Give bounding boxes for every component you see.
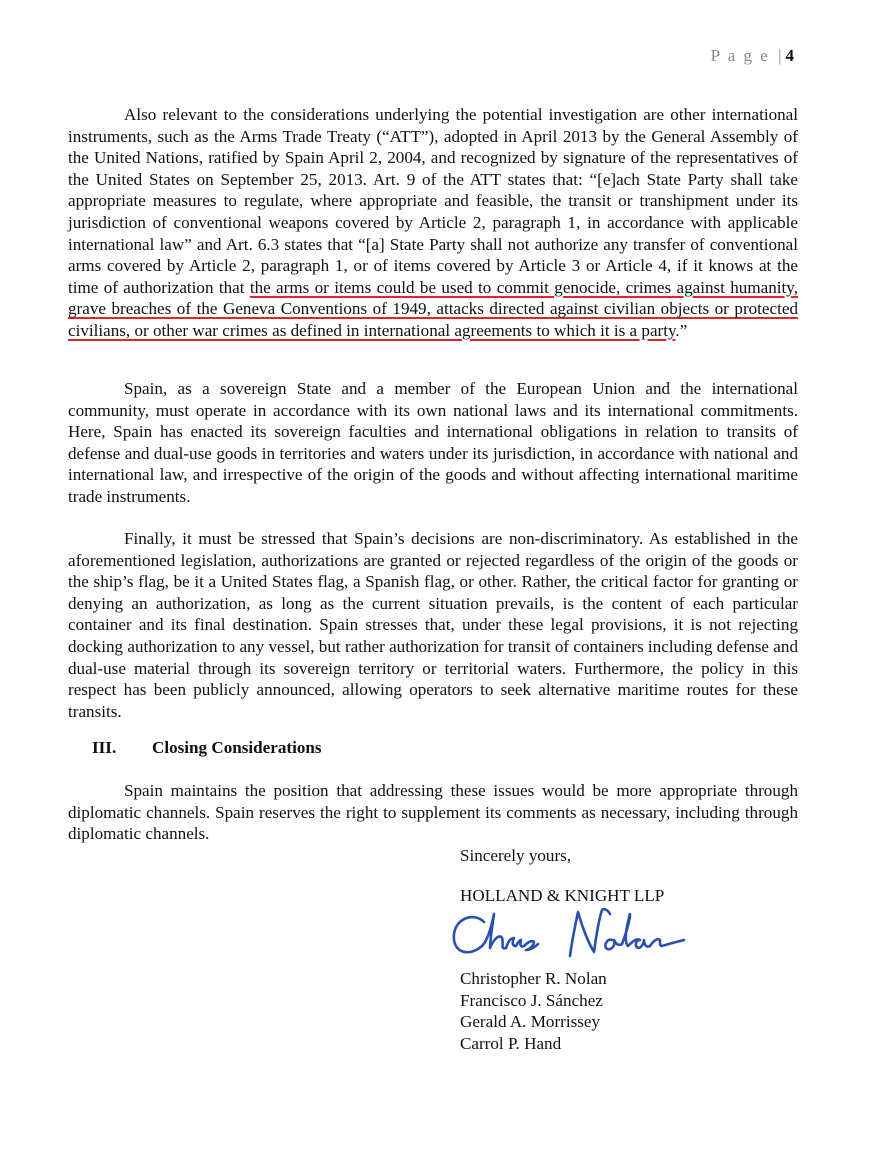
underlined-quote: the arms or items could be used to commit genocide, crimes against humanity, grave breaches of the Geneva Conventions of 1949, attacks directed against civilian objects or protected civilians, or other war crimes as defined in international agreements to which it is a party [68,277,798,340]
paragraph-non-discriminatory: Finally, it must be stressed that Spain’s decisions are non-discriminatory. As established in the aforementioned legislation, authorizations are granted or rejected regardless of the origin of the goods or the ship’s flag, be it a United States flag, a Spanish flag, or other. Rather, the critical factor for granting or denying an authorization, as long as the current situation prevails, is the content of each particular container and its final destination. Spain stresses that, under these legal provisions, it is not rejecting docking authorization to any vessel, but rather authorization for transit of containers including defense and dual-use material through its sovereign territory or territorial waters. Furthermore, the policy in this respect has been publicly announced, allowing operators to seek alternative maritime routes for these transits. [68,529,798,721]
signatory-list [460,968,607,1054]
page-number-value: 4 [785,46,794,65]
page-label: P a g e [710,46,770,65]
signatory-name: Christopher R. Nolan [460,969,607,988]
paragraph-closing: Spain maintains the position that addressing these issues would be more appropriate through diplomatic channels. Spain reserves the right to supplement its comments as necessary, including through diplomatic channels. [68,781,798,844]
paragraph-att-closing-quote: .” [675,320,688,340]
signatory-name: Gerald A. Morrissey [460,1012,601,1032]
signature [448,900,688,970]
section-title: Closing Considerations [152,738,322,757]
section-heading [92,738,322,758]
signatory-name: Carrol P. Hand [460,1033,562,1053]
salutation: Sincerely yours, [460,846,572,865]
firm-name: HOLLAND & KNIGHT LLP [460,886,665,905]
page-number [711,46,794,66]
paragraph-att-text: Also relevant to the considerations underlying the potential investigation are other international instruments, such as the Arms Trade Treaty (“ATT”), adopted in April 2013 by the General Assembly of the United Nations, ratified by Spain April 2, 2004, and recognized by signature of the representatives of the United States on September 25, 2013. Art. 9 of the ATT states that: “[e]ach State Party shall take appropriate measures to regulate, where appropriate and feasible, the transit or transhipment under its jurisdiction of conventional weapons covered by Article 2, paragraph 1, in accordance with applicable international law” and Art. 6.3 states that “[a] State Party shall not authorize any transfer of conventional arms covered by Article 2, paragraph 1, or of items covered by Article 3 or Article 4, if it knows at the time of authorization that [68,105,798,297]
page-separator: | [778,46,784,65]
signatory-name: Francisco J. Sánchez [460,990,603,1010]
section-numeral: III. [92,738,117,757]
paragraph-att [68,104,798,342]
paragraph-sovereign-state: Spain, as a sovereign State and a member of the European Union and the international community, must operate in accordance with its own national laws and its international commitments. Here, Spain has enacted its sovereign faculties and international obligations in relation to transits of defense and dual-use goods in territories and waters under its jurisdiction, in accordance with national and international law, and irrespective of the origin of the goods and without affecting international maritime trade instruments. [68,379,798,506]
